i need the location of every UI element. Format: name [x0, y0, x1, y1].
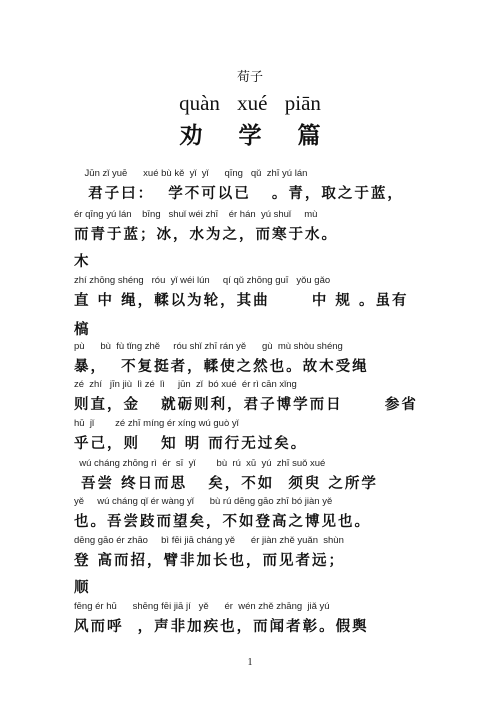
author-name: 荀子 [236, 70, 263, 85]
page-number: 1 [247, 657, 253, 668]
pinyin-line-11: dēng gāo ér zhāo bì fēi jiā cháng yě ér jiàn zhě yuǎn shùn [74, 535, 344, 546]
pinyin-line-4: zhí zhōng shéng róu yǐ wéi lún qí qǔ zhōng guī yǒu gǎo [74, 275, 331, 286]
text-line-7: 则直，金 就砺则利，君子博学而日 参省 [74, 397, 418, 413]
text-line-3: 木 [74, 254, 91, 270]
text-line-8: 乎己，则 知 明 而行无过矣。 [74, 436, 308, 452]
page-title: 劝 学 篇 [179, 123, 335, 149]
pinyin-line-10: yě wú cháng qǐ ér wàng yǐ bù rú dēng gāo zhī bó jiàn yě [74, 496, 333, 507]
text-line-6: 暴， 不复挺者，輮使之然也。故木受绳 [74, 359, 369, 375]
pinyin-line-8: hū jǐ zé zhī míng ér xíng wú guò yǐ [74, 418, 239, 429]
pinyin-line-13: fēng ér hū shēng fēi jiā jí yě ér wén zhě zhāng jiǎ yú [74, 601, 330, 612]
text-line-4: 直 中 绳，輮以为轮，其曲 中 规 。虽有 [74, 293, 409, 309]
text-line-1: 君子曰： 学不可以已 。青，取之于蓝， [74, 186, 404, 202]
text-line-13: 风而呼 ，声非加疾也，而闻者彰。假舆 [74, 619, 369, 635]
text-line-5: 槁 [74, 322, 91, 338]
text-line-12: 顺 [74, 580, 91, 596]
pinyin-line-6: pù bù fù tǐng zhě róu shǐ zhī rán yě gù mù shòu shéng [74, 341, 343, 352]
text-line-11: 登 高而招，臂非加长也，而见者远； [74, 553, 346, 569]
text-line-2: 而青于蓝；冰，水为之，而寒于水。 [74, 227, 338, 243]
pinyin-line-2: ér qīng yú lán bīng shuǐ wéi zhī ér hán yú shuǐ mù [74, 209, 318, 220]
pinyin-line-9: wú cháng zhōng rì ér sī yǐ bù rú xū yú zhī suǒ xué [74, 458, 326, 469]
pinyin-line-1: Jūn zǐ yuē xué bù kě yǐ yǐ qīng qǔ zhī yú lán [74, 168, 308, 179]
text-line-9: 吾尝 终日而思 矣，不如 须臾 之所学 [74, 476, 378, 492]
pinyin-line-7: zé zhí jīn jiù lì zé lì jūn zǐ bó xué ér rì cān xǐng [74, 379, 297, 390]
text-line-10: 也。吾尝跂而望矣，不如登高之博见也。 [74, 514, 371, 530]
title-pinyin: quàn xué piān [179, 91, 321, 115]
